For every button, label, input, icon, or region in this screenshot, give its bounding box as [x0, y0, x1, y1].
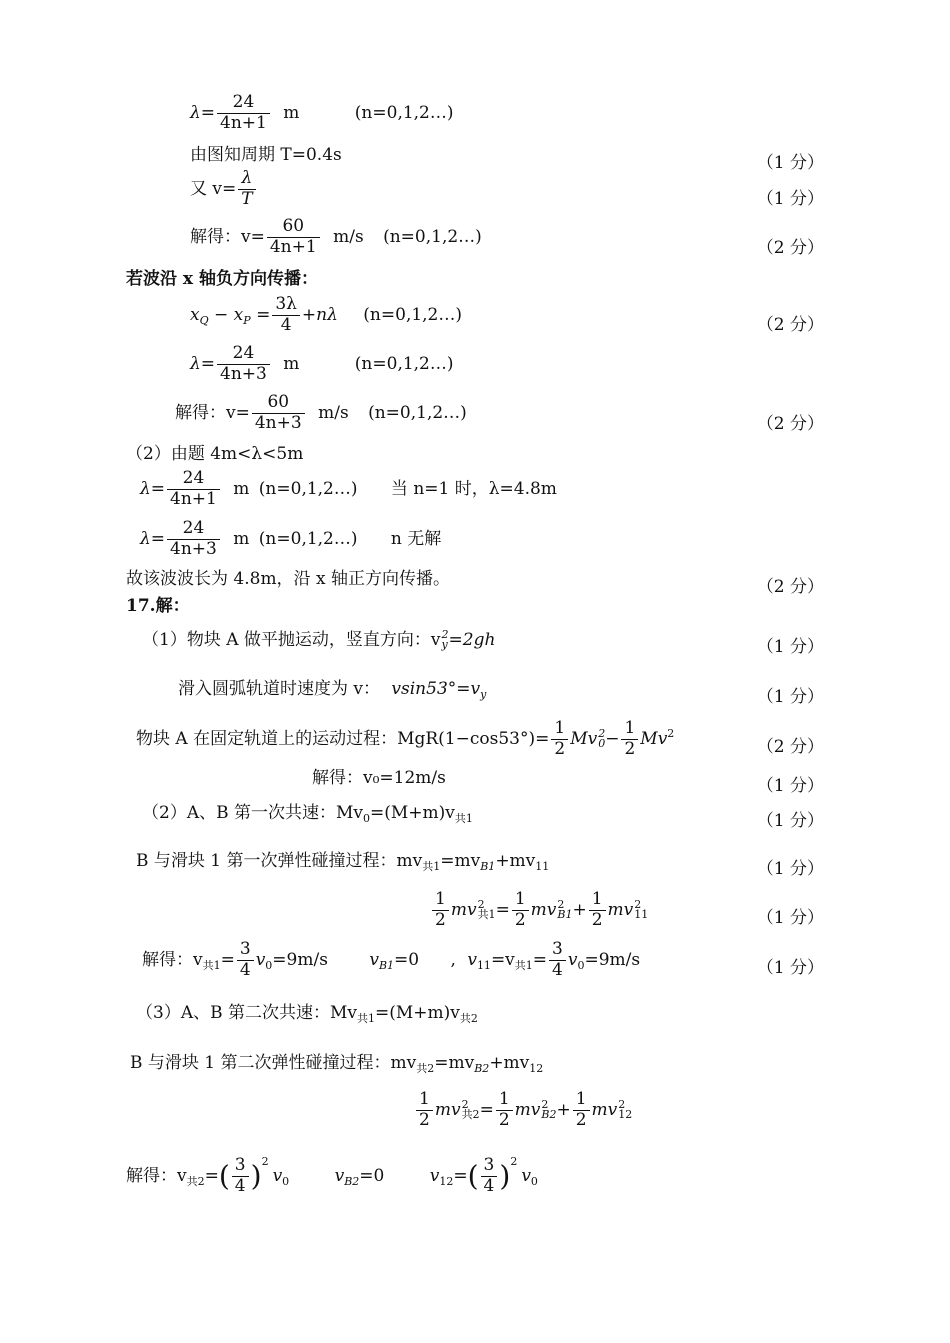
prefix: B 与滑块 1 第二次弹性碰撞过程：mv [130, 1053, 417, 1073]
numerator: λ [238, 170, 255, 190]
term: v [255, 949, 266, 970]
value: =9m/s [584, 949, 641, 970]
denominator: 2 [514, 909, 526, 930]
term: v [334, 1166, 345, 1186]
numerator: 1 [432, 891, 449, 911]
numerator: 1 [589, 891, 606, 911]
denominator: 4n+3 [220, 363, 267, 384]
question-17-heading: 17.解： [126, 596, 190, 616]
subscript: B1 [378, 958, 395, 972]
term: mv [530, 899, 557, 920]
subscript: y [441, 638, 448, 652]
sup-sub [541, 1097, 557, 1122]
period-line: 由图知周期 T=0.4s [190, 145, 342, 165]
sup-sub [557, 897, 573, 922]
x-symbol: − x [208, 304, 244, 325]
term: mv [607, 899, 634, 920]
term: =mv [434, 1053, 475, 1073]
score: （1 分） [756, 153, 824, 173]
prefix: 解得：v= [190, 226, 265, 247]
term: mv [591, 1099, 618, 1120]
term: v [429, 1166, 440, 1186]
superscript: 2 [557, 897, 565, 911]
equals: = [479, 1099, 494, 1120]
numerator: 1 [573, 1091, 590, 1111]
numerator: 60 [267, 218, 320, 238]
second-collision-result [126, 1156, 538, 1196]
prefix: 解得：v [142, 949, 203, 970]
part-2-condition: （2）由题 4m<λ<5m [126, 444, 304, 464]
fraction [167, 470, 220, 509]
first-collision-energy [430, 891, 648, 930]
denominator: 4 [483, 1176, 495, 1196]
term: v [467, 949, 477, 970]
sup-sub [442, 630, 449, 651]
superscript: 2 [667, 726, 675, 740]
v0-result: 解得：v₀=12m/s [312, 768, 446, 788]
numerator: 24 [217, 94, 270, 114]
fraction [481, 1157, 498, 1196]
denominator: 4 [552, 959, 563, 980]
plus: + [572, 899, 587, 920]
numerator: 24 [167, 520, 220, 540]
superscript: 2 [634, 897, 642, 911]
unit: m/s [333, 226, 364, 247]
fraction [621, 720, 638, 759]
second-common-velocity [136, 1004, 478, 1026]
value: =9m/s [272, 949, 328, 970]
subscript: B2 [344, 1175, 360, 1188]
prefix: 又 v= [190, 178, 237, 199]
prefix: 解得：v [126, 1166, 187, 1186]
term: v [521, 1166, 531, 1186]
projectile-equation [142, 630, 495, 651]
score: （1 分） [756, 687, 824, 707]
prefix: （2）A、B 第一次共速：Mv [142, 803, 363, 823]
denominator: 4 [234, 1176, 246, 1196]
score: （1 分） [756, 908, 824, 928]
subscript: 0 [577, 958, 585, 972]
numerator: 1 [496, 1091, 513, 1111]
term: v [272, 1166, 283, 1186]
velocity-definition [190, 170, 258, 209]
denominator: 2 [591, 909, 603, 930]
distance-equation [190, 296, 462, 335]
unit: m [233, 528, 250, 549]
minus: − [605, 728, 620, 749]
denominator: 4n+1 [220, 112, 267, 133]
term: +mv [489, 1053, 530, 1073]
denominator: 2 [575, 1109, 587, 1130]
subscript: 共2 [186, 1175, 205, 1188]
fraction [237, 941, 254, 980]
denominator: 4n+3 [254, 412, 302, 433]
unit: m [233, 478, 250, 499]
equals: = [250, 304, 271, 325]
numerator: 3 [237, 941, 254, 961]
denominator: 2 [435, 909, 446, 930]
fraction [267, 218, 320, 257]
fraction [512, 891, 529, 930]
score: （2 分） [756, 737, 824, 757]
superscript: 2 [618, 1097, 626, 1111]
superscript: 2 [477, 897, 485, 911]
case-result: n 无解 [390, 528, 442, 549]
equation: =(M+m)v [370, 803, 455, 823]
second-collision-energy [414, 1091, 632, 1130]
first-collision-result [142, 941, 640, 980]
velocity-result-negative [175, 394, 467, 433]
subscript: 共1 [422, 860, 441, 873]
denominator: T [241, 188, 253, 209]
suffix: =2gh [448, 629, 496, 650]
subscript: 0 [282, 1175, 290, 1188]
right-paren: ) [499, 1159, 511, 1193]
unit: m/s [318, 402, 349, 423]
equation: =(M+m)v [375, 1003, 460, 1023]
score: （1 分） [756, 189, 824, 209]
equals: = [220, 949, 235, 970]
score: （1 分） [756, 776, 824, 796]
score: （2 分） [756, 315, 824, 335]
equals: = [495, 899, 510, 920]
equals: = [532, 949, 548, 970]
subscript: 共1 [357, 1012, 375, 1025]
numerator: 24 [217, 345, 270, 365]
superscript: 2 [441, 628, 449, 641]
subscript: 共1 [202, 958, 221, 972]
lambda-lhs: λ= [140, 528, 166, 549]
equals: = [204, 1166, 219, 1186]
fraction [252, 394, 305, 433]
fraction [432, 891, 449, 930]
numerator: 60 [252, 394, 305, 414]
fraction [416, 1091, 433, 1130]
superscript: 2 [510, 1155, 518, 1168]
term: +mv [495, 851, 536, 871]
subscript: 共1 [477, 908, 496, 922]
wavelength-formula-negative [190, 345, 454, 384]
term: v [369, 949, 379, 970]
subscript: P [243, 313, 251, 327]
wavelength-case-2 [140, 520, 441, 559]
prefix: （1）物块 A 做平抛运动，竖直方向：v [142, 629, 441, 650]
subscript: 0 [363, 812, 370, 825]
prefix: 物块 A 在固定轨道上的运动过程：MgR(1−cos53°)= [136, 728, 550, 749]
case-result: 当 n=1 时，λ=4.8m [390, 478, 557, 499]
fraction [232, 1157, 249, 1196]
lambda-lhs: λ= [190, 102, 216, 123]
conclusion-line: 故该波波长为 4.8m，沿 x 轴正方向传播。 [126, 569, 450, 589]
term: =mv [440, 851, 481, 871]
subscript: B1 [480, 860, 496, 873]
subscript: 12 [618, 1108, 633, 1122]
fraction [238, 170, 255, 209]
left-paren: ( [218, 1159, 230, 1193]
fraction [217, 94, 270, 133]
term: mv [514, 1099, 541, 1120]
subscript: 共2 [459, 1012, 478, 1025]
entry-velocity-equation [178, 680, 486, 702]
fraction [549, 941, 566, 980]
fraction [272, 296, 300, 335]
subscript: 共2 [416, 1062, 435, 1075]
score: （2 分） [756, 414, 824, 434]
sup-sub [634, 897, 649, 922]
subscript: 0 [265, 958, 273, 972]
subscript: 11 [634, 908, 649, 922]
denominator: 4n+1 [269, 236, 317, 257]
subscript: B2 [541, 1108, 557, 1122]
x-symbol: x [190, 304, 200, 325]
subscript: 12 [439, 1175, 454, 1188]
equation: vsin53°=v [391, 679, 481, 699]
term: v [567, 949, 578, 970]
numerator: 3 [549, 941, 566, 961]
term: mv [434, 1099, 461, 1120]
prefix: 滑入圆弧轨道时速度为 v： [178, 679, 381, 699]
first-common-velocity [142, 804, 473, 826]
numerator: 24 [167, 470, 220, 490]
subscript: 12 [529, 1062, 544, 1075]
superscript: 2 [461, 1097, 469, 1111]
numerator: 1 [416, 1091, 433, 1111]
denominator: 4n+1 [170, 488, 217, 509]
sup-sub [477, 897, 496, 922]
superscript: 2 [598, 726, 606, 740]
fraction [573, 1091, 590, 1130]
term: Mv [570, 728, 598, 749]
denominator: 4 [239, 959, 251, 980]
prefix: B 与滑块 1 第一次弹性碰撞过程：mv [136, 851, 423, 871]
condition: (n=0,1,2…) [383, 226, 482, 247]
numerator: 3λ [272, 296, 300, 316]
numerator: 1 [621, 720, 638, 740]
superscript: 2 [541, 1097, 549, 1111]
fraction [496, 1091, 513, 1130]
subscript: y [480, 688, 487, 701]
energy-equation [136, 720, 674, 759]
denominator: 2 [554, 738, 566, 759]
condition: (n=0,1,2…) [258, 528, 358, 549]
wavelength-case-1 [140, 470, 557, 509]
score: （1 分） [756, 637, 824, 657]
value: =0 [394, 949, 420, 970]
fraction [551, 720, 568, 759]
unit: m [283, 102, 300, 123]
value: =0 [359, 1166, 385, 1186]
denominator: 4 [280, 314, 292, 335]
condition: (n=0,1,2…) [354, 353, 454, 374]
condition: (n=0,1,2…) [363, 304, 463, 325]
subscript: 共2 [461, 1108, 480, 1122]
condition: (n=0,1,2…) [354, 102, 454, 123]
first-collision-momentum [136, 852, 549, 874]
equals: = [453, 1166, 468, 1186]
plus: + [556, 1099, 571, 1120]
term: mv [450, 899, 477, 920]
numerator: 3 [232, 1157, 249, 1177]
lambda-lhs: λ= [190, 353, 216, 374]
term: Mv [640, 728, 668, 749]
score: （1 分） [756, 811, 824, 831]
numerator: 1 [512, 891, 529, 911]
lambda-lhs: λ= [140, 478, 166, 499]
suffix: +nλ [301, 304, 338, 325]
wavelength-formula-positive [190, 94, 454, 133]
condition: (n=0,1,2…) [258, 478, 358, 499]
denominator: 2 [498, 1109, 510, 1130]
numerator: 3 [481, 1157, 498, 1177]
section-heading-negative: 若波沿 x 轴负方向传播： [126, 269, 318, 289]
subscript: Q [199, 313, 209, 327]
fraction [589, 891, 606, 930]
score: （1 分） [756, 859, 824, 879]
subscript: 11 [476, 958, 491, 972]
denominator: 2 [624, 738, 636, 759]
velocity-result-positive [190, 218, 482, 257]
comma: , [450, 949, 456, 970]
term: =v [490, 949, 515, 970]
subscript: 0 [530, 1175, 538, 1188]
subscript: B2 [474, 1062, 490, 1075]
sup-sub [461, 1097, 480, 1122]
prefix: （3）A、B 第二次共速：Mv [136, 1003, 357, 1023]
subscript: 0 [598, 737, 606, 751]
denominator: 2 [419, 1109, 430, 1130]
unit: m [283, 353, 300, 374]
fraction [167, 520, 220, 559]
score: （2 分） [756, 238, 824, 258]
numerator: 1 [551, 720, 568, 740]
score: （2 分） [756, 577, 824, 597]
denominator: 4n+3 [170, 538, 217, 559]
left-paren: ( [467, 1159, 479, 1193]
prefix: 解得：v= [175, 402, 250, 423]
superscript: 2 [261, 1155, 269, 1168]
subscript: B1 [557, 908, 573, 922]
second-collision-momentum [130, 1054, 543, 1076]
subscript: 11 [535, 860, 550, 873]
sup-sub [618, 1097, 633, 1122]
score: （1 分） [756, 958, 824, 978]
subscript: 共1 [454, 812, 473, 825]
right-paren: ) [250, 1159, 262, 1193]
fraction [217, 345, 270, 384]
condition: (n=0,1,2…) [368, 402, 467, 423]
subscript: 共1 [514, 958, 533, 972]
